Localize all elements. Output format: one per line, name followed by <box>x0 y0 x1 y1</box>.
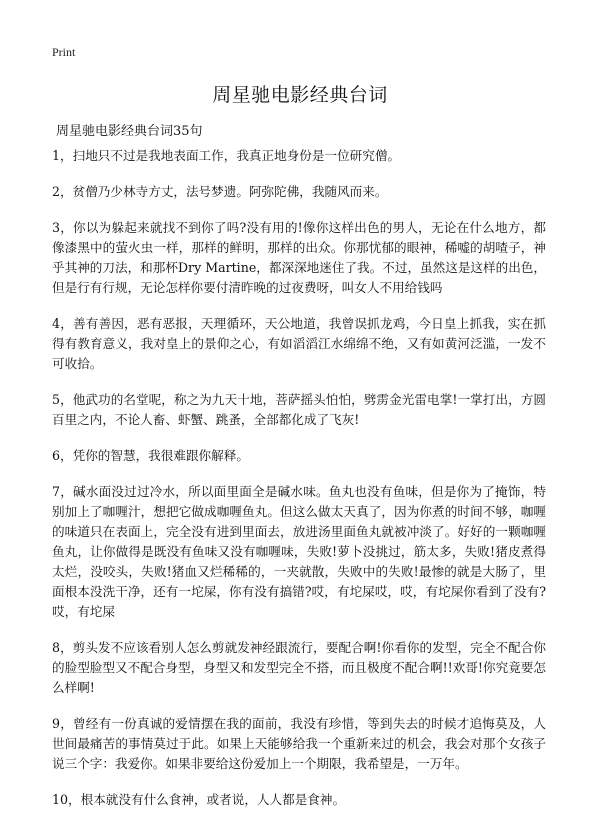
quote-list <box>52 146 546 826</box>
document-subtitle: 周星驰电影经典台词35句 <box>56 124 203 139</box>
quote-item-1: 1，扫地只不过是我地表面工作，我真正地身份是一位研究僧。 <box>52 148 401 163</box>
quote-item-7: 7，碱水面没过过冷水，所以面里面全是碱水味。鱼丸也没有鱼味，但是你为了掩饰，特别加上了咖喱汁，想把它做成咖喱鱼丸。但这么做太天真了，因为你煮的时间不够，咖喱的味道只在表面上，完全没有进到里面去，放进汤里面鱼丸就被冲淡了。好好的一颗咖喱鱼丸，让你做得是既没有鱼味又没有咖喱味，失败!萝卜没挑过，筋太多，失败!猪皮煮得太烂，没咬头，失败!猪血又烂稀稀的，一夹就散，失败中的失败!最惨的就是大肠了，里面根本没洗干净，还有一坨屎，你有没有搞错?哎，有坨屎哎，哎，有坨屎你看到了没有?哎，有坨屎 <box>52 484 546 619</box>
quote-item-6: 6，凭你的智慧，我很难跟你解释。 <box>52 448 249 463</box>
quote-item-2: 2，贫僧乃少林寺方丈，法号梦遗。阿弥陀佛，我随风而来。 <box>52 184 388 199</box>
quote-item-5: 5，他武功的名堂呢，称之为九天十地，菩萨摇头怕怕，劈雳金光雷电掌!一掌打出，方圆百里之内，不论人畜、虾蟹、跳蚤，全部都化成了飞灰! <box>52 392 546 427</box>
quote-item-10: 10，根本就没有什么食神，或者说，人人都是食神。 <box>52 792 346 807</box>
document-title: 周星驰电影经典台词 <box>212 84 388 106</box>
quote-item-3: 3，你以为躲起来就找不到你了吗?没有用的!像你这样出色的男人，无论在什么地方，都像漆黑中的萤火虫一样，那样的鲜明，那样的出众。你那忧郁的眼神，稀嘘的胡喳子，神乎其神的刀法，和那杯Dry Martine，都深深地迷住了我。不过，虽然这是这样的出色，但是行有行规，无论怎样你要付清昨晚的过夜费呀，叫女人不用给钱吗 <box>52 220 546 295</box>
quote-item-8: 8，剪头发不应该看别人怎么剪就发神经跟流行，要配合啊!你看你的发型，完全不配合你的脸型脸型又不配合身型，身型又和发型完全不搭，而且极度不配合啊!!欢哥!你究竟要怎么样啊! <box>52 640 546 695</box>
quote-item-4: 4，善有善因，恶有恶报，天理循环，天公地道，我曾误抓龙鸡，今日皇上抓我，实在抓得有教育意义，我对皇上的景仰之心，有如滔滔江水绵绵不绝，又有如黄河泛滥，一发不可收拾。 <box>52 316 546 371</box>
quote-item-9: 9，曾经有一份真诚的爱情摆在我的面前，我没有珍惜，等到失去的时候才追悔莫及，人世间最痛苦的事情莫过于此。如果上天能够给我一个重新来过的机会，我会对那个女孩子说三个字：我爱你。如果非要给这份爱加上一个期限，我希望是，一万年。 <box>52 716 546 771</box>
print-link[interactable]: Print <box>52 45 76 59</box>
